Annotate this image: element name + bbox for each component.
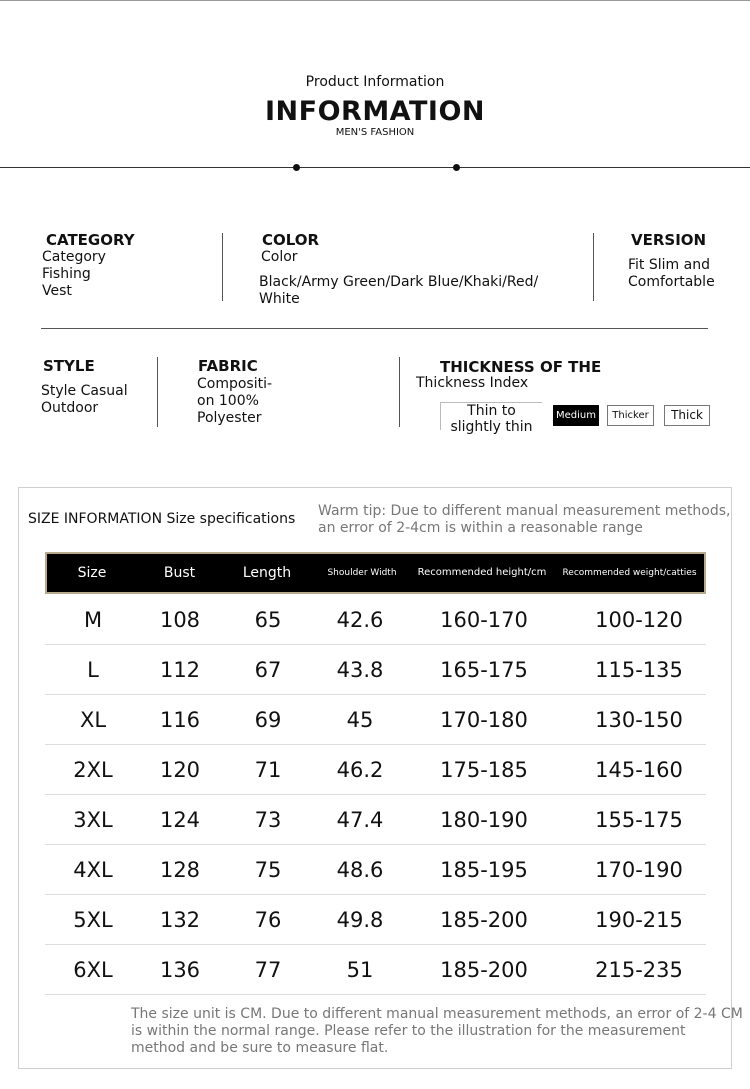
spec-separator: [399, 357, 400, 427]
header-title: INFORMATION: [264, 96, 485, 127]
column-header-shoulder-width: Shoulder Width: [327, 568, 397, 578]
table-cell: 215-235: [595, 958, 683, 982]
fabric-title: FABRIC: [198, 357, 258, 375]
table-cell: 108: [159, 608, 201, 632]
table-cell: 47.4: [336, 808, 384, 832]
top-border: [0, 0, 750, 1]
table-cell: 3XL: [73, 808, 113, 832]
table-cell: 2XL: [73, 758, 113, 782]
table-cell: 51: [346, 958, 374, 982]
color-text: [259, 274, 538, 308]
table-cell: 67: [254, 658, 282, 682]
style-line: Style Casual: [41, 383, 128, 399]
table-cell: 45: [346, 708, 374, 732]
table-cell: 145-160: [595, 758, 683, 782]
table-cell: 46.2: [336, 758, 384, 782]
table-cell: 185-195: [440, 858, 528, 882]
spec-row-divider: [41, 328, 708, 329]
table-row: [45, 695, 706, 745]
table-cell: 190-215: [595, 908, 683, 932]
category-line: Category: [42, 249, 106, 265]
table-cell: 185-200: [440, 958, 528, 982]
table-cell: 115-135: [595, 658, 683, 682]
color-line: White: [259, 291, 300, 307]
spec-separator: [157, 357, 158, 427]
table-cell: 180-190: [440, 808, 528, 832]
table-cell: 65: [254, 608, 282, 632]
color-title: COLOR: [262, 231, 320, 249]
version-title: VERSION: [631, 231, 707, 249]
table-cell: 71: [254, 758, 282, 782]
color-label: Color: [261, 249, 298, 265]
table-cell: 170-180: [440, 708, 528, 732]
thickness-option-thick: Thick: [664, 405, 710, 426]
table-cell: 128: [159, 858, 201, 882]
category-title: CATEGORY: [46, 231, 135, 249]
thickness-option-thicker: Thicker: [607, 405, 654, 426]
table-cell: 155-175: [595, 808, 683, 832]
table-cell: 6XL: [73, 958, 113, 982]
table-row: [45, 945, 706, 995]
category-text: [42, 249, 106, 300]
style-line: Outdoor: [41, 400, 99, 416]
table-cell: 160-170: [440, 608, 528, 632]
table-row: [45, 795, 706, 845]
header-divider: [0, 167, 750, 168]
table-cell: 76: [254, 908, 282, 932]
table-cell: 170-190: [595, 858, 683, 882]
table-cell: 75: [254, 858, 282, 882]
thickness-option-medium: Medium: [553, 405, 599, 426]
table-cell: 77: [254, 958, 282, 982]
table-cell: 4XL: [73, 858, 113, 882]
table-cell: 175-185: [440, 758, 528, 782]
fabric-line: Compositi-: [197, 376, 273, 392]
table-cell: L: [87, 658, 99, 682]
color-line: Black/Army Green/Dark Blue/Khaki/Red/: [259, 274, 539, 290]
table-cell: 42.6: [336, 608, 384, 632]
column-header-length: Length: [242, 565, 292, 581]
table-cell: 73: [254, 808, 282, 832]
header-subtitle: Product Information: [305, 74, 445, 90]
style-title: STYLE: [43, 357, 95, 375]
table-cell: 100-120: [595, 608, 683, 632]
table-cell: 48.6: [336, 858, 384, 882]
table-cell: XL: [79, 708, 107, 732]
category-line: Vest: [42, 283, 72, 299]
table-cell: 136: [159, 958, 201, 982]
spec-separator: [593, 233, 594, 301]
fabric-line: on 100%: [197, 393, 259, 409]
table-cell: 130-150: [595, 708, 683, 732]
thickness-option-label: Thin to: [467, 403, 516, 419]
table-cell: 69: [254, 708, 282, 732]
table-row: [45, 895, 706, 945]
size-info-title: SIZE INFORMATION Size specifications: [28, 511, 296, 527]
size-footnote: The size unit is CM. Due to different manual measurement methods, an error of 2-4 CM is within the normal range. Please refer to the illustration for the measurement method and be sure to measure flat.: [131, 1006, 743, 1056]
version-text: [628, 257, 715, 291]
table-row: [45, 845, 706, 895]
column-header-size: Size: [77, 565, 107, 581]
category-line: Fishing: [42, 266, 91, 282]
thickness-title: THICKNESS OF THE: [440, 358, 602, 376]
fabric-text: [197, 376, 272, 427]
divider-dot-left: [293, 164, 300, 171]
thickness-option-thin: [440, 402, 542, 435]
divider-dot-right: [453, 164, 460, 171]
thickness-label: Thickness Index: [416, 375, 529, 391]
table-cell: 5XL: [73, 908, 113, 932]
spec-separator: [222, 233, 223, 301]
table-cell: 132: [159, 908, 201, 932]
table-cell: 112: [159, 658, 201, 682]
table-cell: 49.8: [336, 908, 384, 932]
thickness-option-label: slightly thin: [450, 419, 533, 435]
table-cell: 185-200: [440, 908, 528, 932]
style-text: [41, 383, 128, 417]
header-tagline: MEN'S FASHION: [335, 127, 415, 138]
table-row: [45, 595, 706, 645]
table-cell: 165-175: [440, 658, 528, 682]
column-header-height: Recommended height/cm: [417, 567, 547, 578]
table-cell: 120: [159, 758, 201, 782]
table-cell: M: [83, 608, 103, 632]
version-line: Comfortable: [628, 274, 715, 290]
table-cell: 124: [159, 808, 201, 832]
table-row: [45, 645, 706, 695]
version-line: Fit Slim and: [628, 257, 710, 273]
fabric-line: Polyester: [197, 410, 262, 426]
column-header-weight: Recommended weight/catties: [562, 568, 697, 578]
column-header-bust: Bust: [163, 565, 196, 581]
warm-tip: Warm tip: Due to different manual measurement methods, an error of 2-4cm is within a reasonable range: [318, 503, 731, 536]
table-cell: 116: [159, 708, 201, 732]
size-table-header: [45, 552, 706, 594]
table-cell: 43.8: [336, 658, 384, 682]
table-row: [45, 745, 706, 795]
